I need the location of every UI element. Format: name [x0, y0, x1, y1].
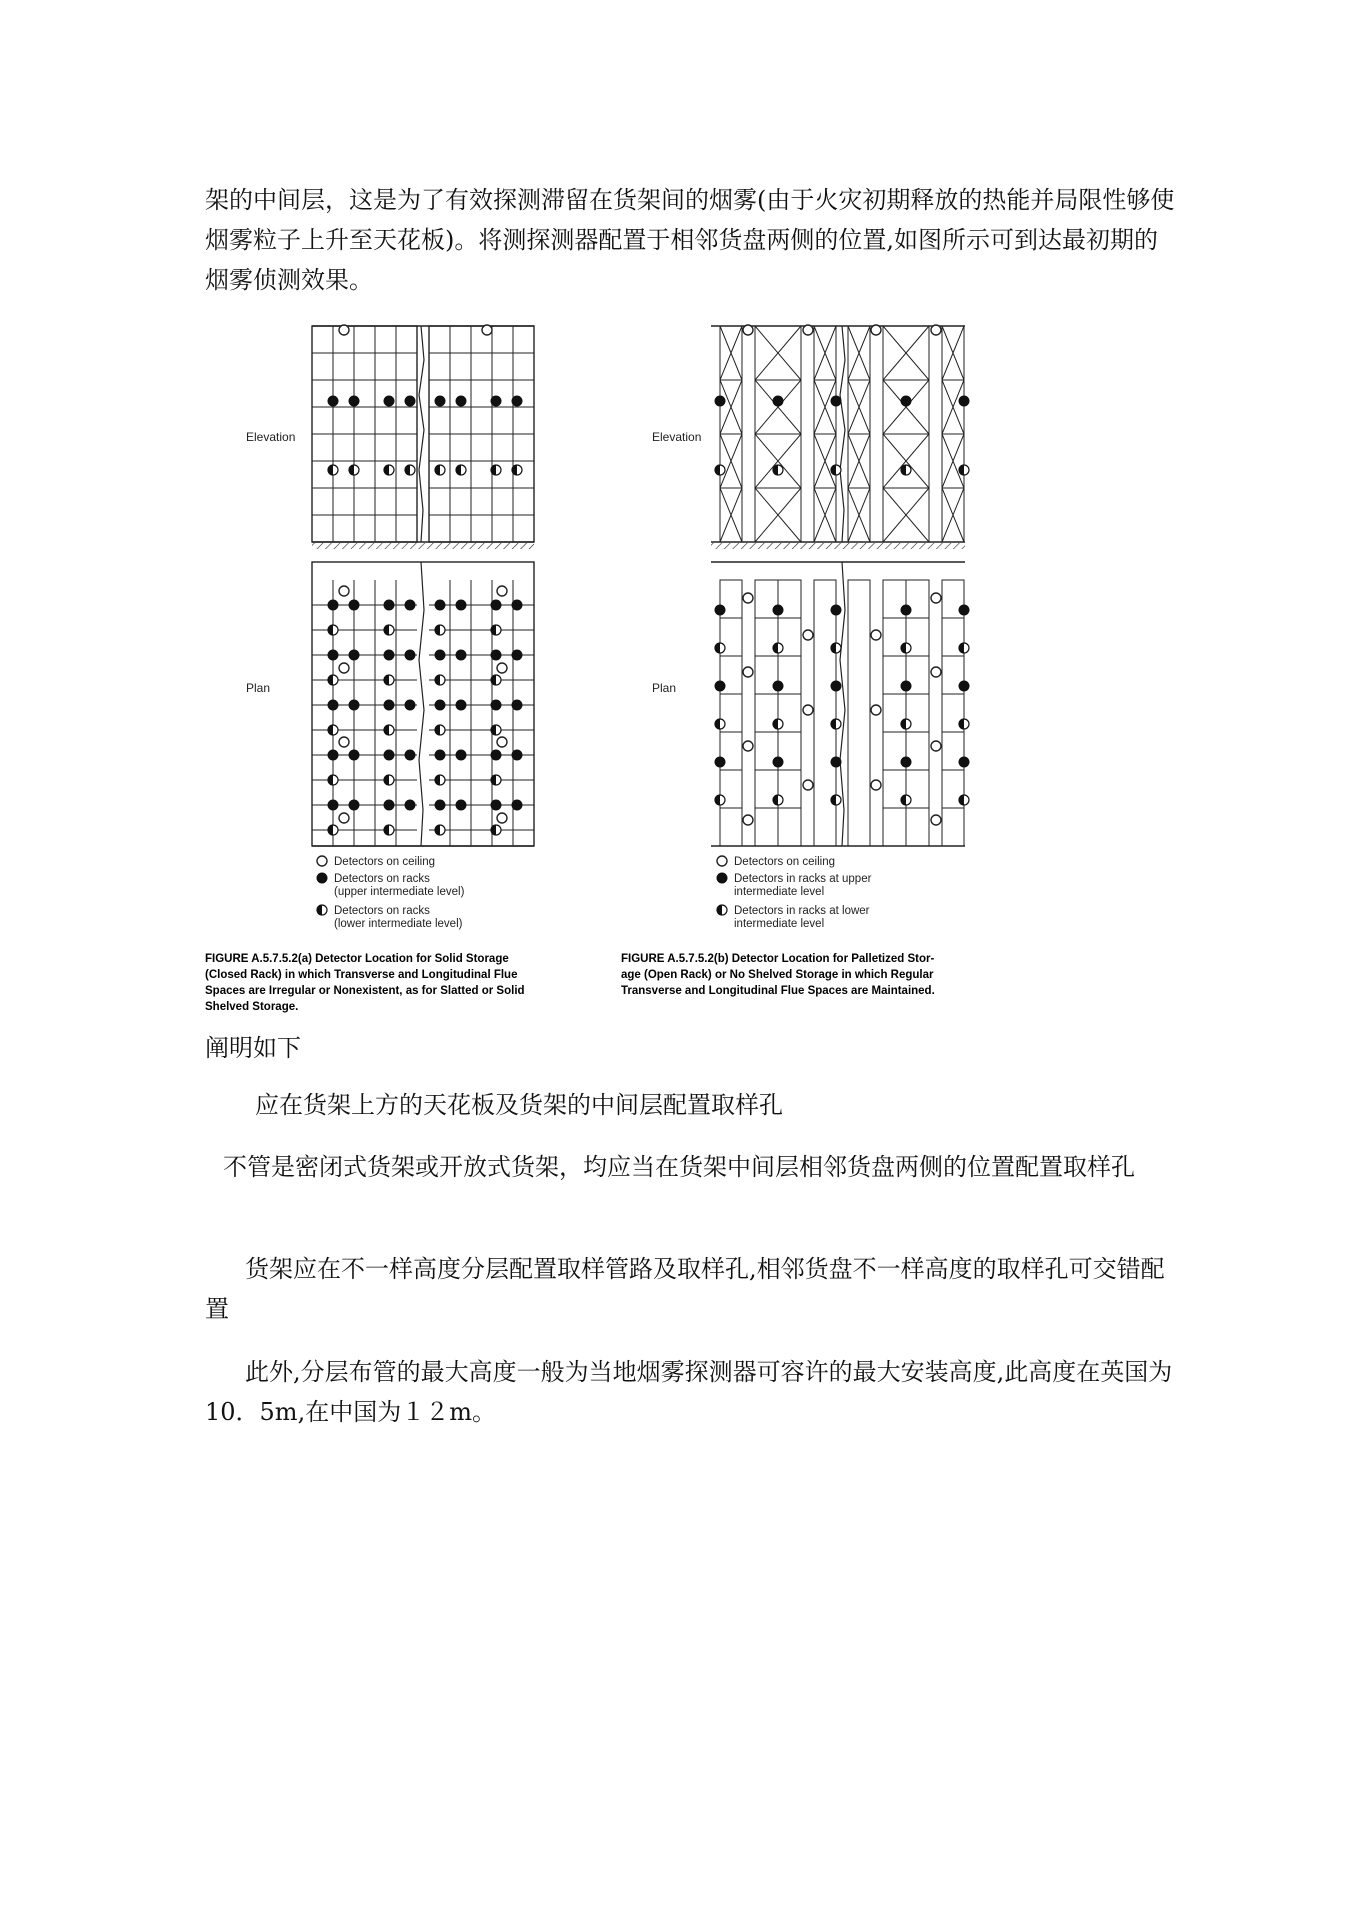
legend-upper: Detectors in racks at upper — [734, 873, 872, 885]
lower-detectors — [328, 465, 522, 475]
upper-detector — [456, 396, 466, 406]
figure-a-elevation-label: Elevation — [246, 430, 296, 444]
paragraph-4: 此外,分层布管的最大高度一般为当地烟雾探测器可容许的最大安装高度,此高度在英国为10．5m,在中国为１２m。 — [205, 1358, 1173, 1426]
figure-b-caption — [621, 953, 935, 997]
svg-text:Spaces are Irregular or Nonexi: Spaces are Irregular or Nonexistent, as for Slatted or Solid — [205, 985, 525, 997]
upper-detector — [405, 396, 415, 406]
legend-lower: Detectors on racks — [334, 905, 430, 917]
paragraph-3: 货架应在不一样高度分层配置取样管路及取样孔,相邻货盘不一样高度的取样孔可交错配置 — [205, 1255, 1165, 1323]
legend-upper-sub: intermediate level — [734, 886, 825, 898]
legend-lower: Detectors in racks at lower — [734, 905, 870, 917]
floor-hatch — [312, 543, 534, 549]
ceiling-detector — [482, 325, 492, 335]
upper-detector — [384, 396, 394, 406]
ceiling-detector — [339, 325, 349, 335]
paragraph-2: 不管是密闭式货架或开放式货架，均应当在货架中间层相邻货盘两侧的位置配置取样孔 — [223, 1153, 1135, 1181]
upper-detector — [435, 396, 445, 406]
svg-text:FIGURE A.5.7.5.2(b) Detector: FIGURE A.5.7.5.2(b) Detector Location for Palletized Stor- — [621, 953, 935, 965]
figure-b-plan-label: Plan — [652, 681, 677, 695]
figure-b-legend — [717, 856, 872, 930]
legend-upper: Detectors on racks — [334, 873, 430, 885]
upper-detector — [328, 396, 338, 406]
upper-detector — [491, 396, 501, 406]
legend-ceiling: Detectors on ceiling — [734, 856, 835, 868]
paragraph-1: 应在货架上方的天花板及货架的中间层配置取样孔 — [255, 1091, 783, 1119]
svg-text:Shelved Storage.: Shelved Storage. — [205, 1001, 299, 1013]
flue-break — [419, 326, 424, 542]
legend-ceiling: Detectors on ceiling — [334, 856, 435, 868]
figure-b-plan — [711, 562, 969, 846]
figure-a-elevation — [312, 325, 534, 549]
figure-a-plan-label: Plan — [246, 681, 271, 695]
legend-upper-sub: (upper intermediate level) — [334, 886, 465, 898]
figure-a — [205, 325, 534, 1013]
svg-text:age (Open Rack) or No Shelved: age (Open Rack) or No Shelved Storage in which Regular — [621, 969, 934, 981]
upper-detector — [512, 396, 522, 406]
figure-a-caption — [205, 953, 525, 1013]
svg-text:(Closed Rack) in which Transve: (Closed Rack) in which Transverse and Longitudinal Flue — [205, 969, 518, 981]
figure-b-elevation — [711, 325, 969, 549]
figure-a-plan — [312, 562, 534, 846]
legend-lower-sub: (lower intermediate level) — [334, 918, 463, 930]
figure-b — [621, 325, 969, 997]
figure-a-legend — [317, 856, 465, 930]
legend-lower-sub: intermediate level — [734, 918, 825, 930]
figure-b-elevation-label: Elevation — [652, 430, 702, 444]
plan-detectors-a — [328, 586, 522, 835]
upper-detector — [349, 396, 359, 406]
intro-paragraph: 架的中间层，这是为了有效探测滞留在货架间的烟雾(由于火灾初期释放的热能并局限性够使烟雾粒子上升至天花板)。将测探测器配置于相邻货盘两侧的位置,如图所示可到达最初期的烟雾侦测效果。 — [205, 186, 1175, 294]
svg-text:Transverse and Longitudinal Fl: Transverse and Longitudinal Flue Spaces are Maintained. — [621, 985, 935, 997]
section-heading: 阐明如下 — [205, 1034, 301, 1062]
svg-text:FIGURE A.5.7.5.2(a) Detector: FIGURE A.5.7.5.2(a) Detector Location for Solid Storage — [205, 953, 509, 965]
